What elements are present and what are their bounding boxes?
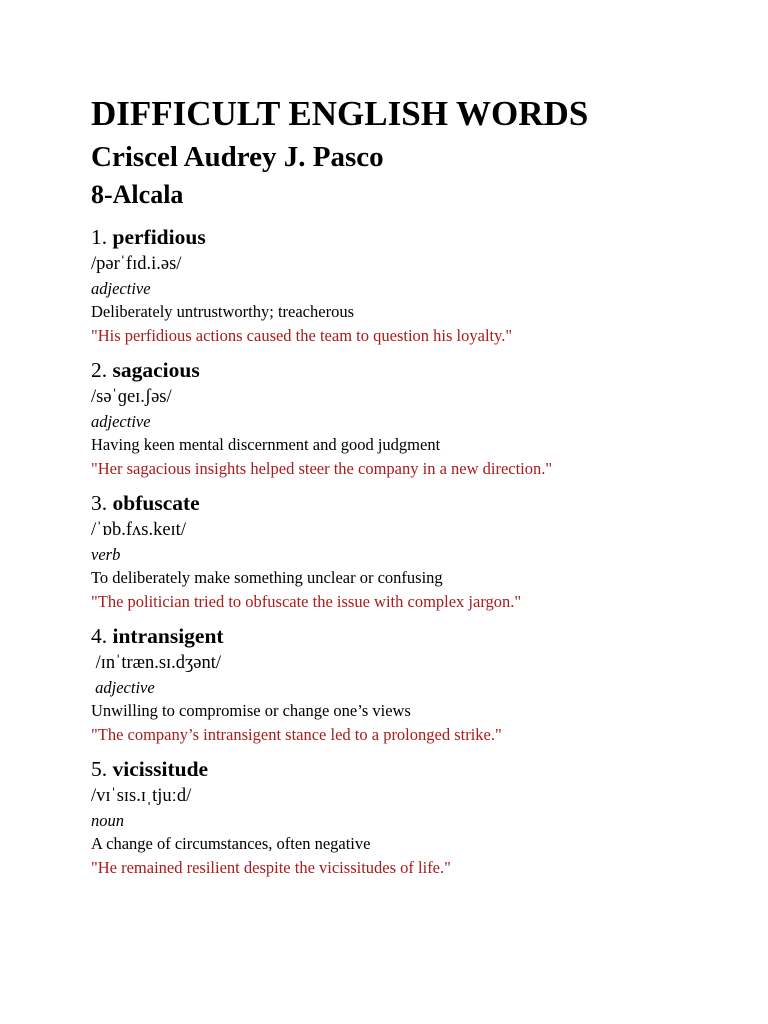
entry-part-of-speech: adjective <box>91 678 155 697</box>
entry-example: "The company’s intransigent stance led to a prolonged strike." <box>91 725 502 744</box>
entry-example: "Her sagacious insights helped steer the company in a new direction." <box>91 459 553 478</box>
entry-number: 4. <box>91 624 108 648</box>
word-entry <box>91 489 768 614</box>
word-entry <box>91 356 768 481</box>
entry-pronunciation: /ɪnˈtræn.sɪ.dʒənt/ <box>91 653 221 673</box>
word-heading <box>91 489 768 517</box>
entry-pronunciation: /vɪˈsɪs.ɪˌtjuːd/ <box>91 786 192 806</box>
entry-pronunciation: /ˈɒb.fʌs.keɪt/ <box>91 520 186 540</box>
entry-number: 5. <box>91 757 108 781</box>
entry-word: perfidious <box>112 225 206 249</box>
entry-part-of-speech: verb <box>91 545 121 564</box>
entry-number: 3. <box>91 491 108 515</box>
word-entry <box>91 223 768 348</box>
entry-part-of-speech: adjective <box>91 412 151 431</box>
entry-pronunciation: /pərˈfɪd.i.əs/ <box>91 254 182 274</box>
author-name: Criscel Audrey J. Pasco <box>91 141 384 173</box>
entry-word: sagacious <box>112 358 200 382</box>
word-list <box>91 223 768 880</box>
entry-number: 2. <box>91 358 108 382</box>
word-entry <box>91 622 768 747</box>
entry-definition: Having keen mental discernment and good judgment <box>91 435 441 454</box>
word-heading <box>91 755 768 783</box>
entry-example: "He remained resilient despite the vicissitudes of life." <box>91 858 451 877</box>
entry-definition: Unwilling to compromise or change one’s views <box>91 701 411 720</box>
document-title: DIFFICULT ENGLISH WORDS <box>91 94 589 133</box>
entry-pronunciation: /səˈɡeɪ.ʃəs/ <box>91 387 172 407</box>
word-heading <box>91 223 768 251</box>
entry-definition: Deliberately untrustworthy; treacherous <box>91 302 354 321</box>
entry-word: obfuscate <box>112 491 200 515</box>
word-heading <box>91 622 768 650</box>
entry-definition: A change of circumstances, often negative <box>91 834 371 853</box>
entry-example: "The politician tried to obfuscate the issue with complex jargon." <box>91 592 522 611</box>
entry-part-of-speech: adjective <box>91 279 151 298</box>
entry-definition: To deliberately make something unclear or confusing <box>91 568 443 587</box>
entry-example: "His perfidious actions caused the team to question his loyalty." <box>91 326 513 345</box>
entry-part-of-speech: noun <box>91 811 124 830</box>
word-heading <box>91 356 768 384</box>
entry-word: vicissitude <box>112 757 209 781</box>
entry-number: 1. <box>91 225 108 249</box>
entry-word: intransigent <box>112 624 224 648</box>
word-entry <box>91 755 768 880</box>
class-section: 8-Alcala <box>91 180 184 209</box>
